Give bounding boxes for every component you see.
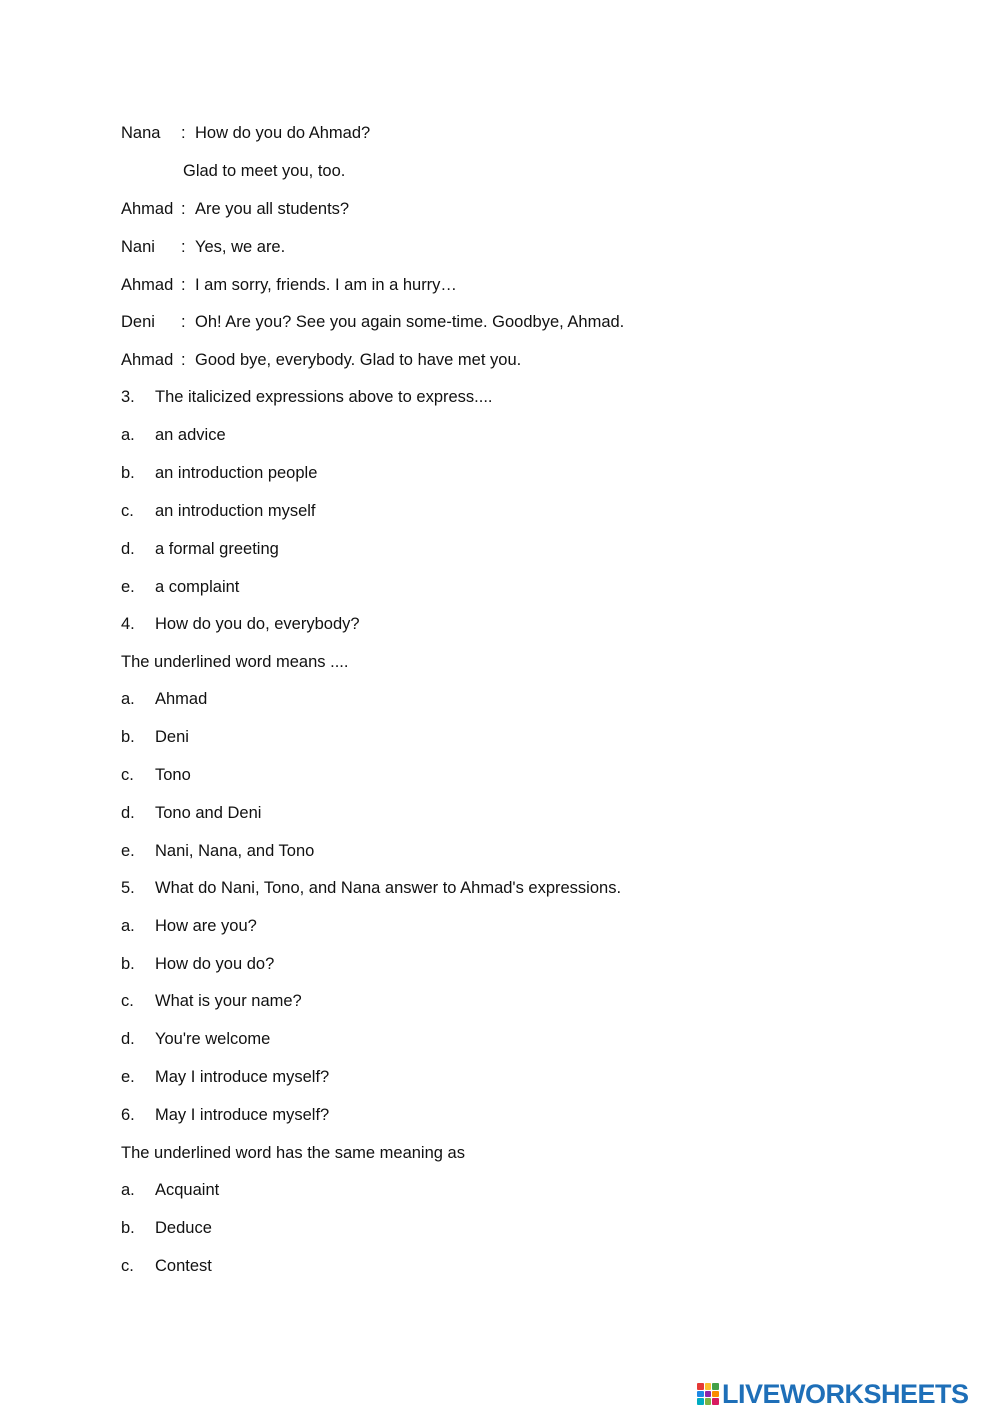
option-text: Contest: [155, 1257, 212, 1275]
logo-text: LIVEWORKSHEETS: [722, 1378, 969, 1409]
option-text: Tono and Deni: [155, 804, 262, 822]
option: [121, 1180, 219, 1200]
question-text: May I introduce myself?: [155, 1106, 330, 1124]
option-letter: a.: [121, 690, 135, 708]
option-letter: d.: [121, 1030, 135, 1048]
dialogue-continuation: Glad to meet you, too.: [183, 162, 346, 180]
dialogue-text: Are you all students?: [195, 200, 350, 218]
option-letter: c.: [121, 766, 134, 784]
option-text: an introduction myself: [155, 502, 316, 520]
option-text: a formal greeting: [155, 540, 279, 558]
option-text: What is your name?: [155, 992, 302, 1010]
dialogue-line: Ahmad : Are you all students?: [121, 200, 350, 218]
question-text: How do you do, everybody?: [155, 615, 360, 633]
option-text: Nani, Nana, and Tono: [155, 842, 315, 860]
option: [121, 841, 314, 861]
option-letter: a.: [121, 426, 135, 444]
dialogue-text: How do you do Ahmad?: [195, 124, 371, 142]
option-letter: c.: [121, 502, 134, 520]
option: [121, 803, 261, 823]
option: [121, 577, 239, 597]
speaker-name: Nani: [121, 238, 155, 256]
speaker-name: Nana: [121, 124, 161, 142]
option-text: May I introduce myself?: [155, 1068, 330, 1086]
option-text: Deni: [155, 728, 189, 746]
option-letter: e.: [121, 842, 135, 860]
option-text: a complaint: [155, 578, 240, 596]
option-letter: e.: [121, 1068, 135, 1086]
option-letter: a.: [121, 917, 135, 935]
option: [121, 1067, 329, 1087]
option: [121, 501, 316, 521]
question-number: 5.: [121, 879, 135, 897]
question-3: [121, 387, 493, 407]
option-text: How do you do?: [155, 955, 275, 973]
speaker-name: Ahmad: [121, 351, 174, 369]
option-letter: c.: [121, 1257, 134, 1275]
dialogue-text: I am sorry, friends. I am in a hurry…: [195, 276, 457, 294]
option-letter: b.: [121, 464, 135, 482]
option: [121, 689, 207, 709]
option-text: Ahmad: [155, 690, 208, 708]
option: [121, 425, 226, 445]
dialogue-line: Ahmad : Good bye, everybody. Glad to have met you.: [121, 351, 522, 369]
option: [121, 954, 274, 974]
option-letter: a.: [121, 1181, 135, 1199]
logo-grid-icon: [697, 1383, 719, 1405]
dialogue-text: Good bye, everybody. Glad to have met you.: [195, 351, 522, 369]
option-letter: e.: [121, 578, 135, 596]
dialogue-line: Deni : Oh! Are you? See you again some-time. Goodbye, Ahmad.: [121, 313, 625, 331]
option: [121, 1218, 212, 1238]
speaker-name: Ahmad: [121, 200, 174, 218]
question-number: 4.: [121, 615, 135, 633]
dialogue-line: Nana : How do you do Ahmad?: [121, 124, 371, 142]
question-6: [121, 1105, 329, 1125]
question-text: What do Nani, Tono, and Nana answer to Ahmad's expressions.: [155, 879, 622, 897]
dialogue-text: Oh! Are you? See you again some-time. Goodbye, Ahmad.: [195, 313, 625, 331]
speaker-name: Deni: [121, 313, 155, 331]
option-text: an introduction people: [155, 464, 318, 482]
option-letter: b.: [121, 1219, 135, 1237]
question-number: 6.: [121, 1106, 135, 1124]
option-text: Acquaint: [155, 1181, 220, 1199]
option-text: an advice: [155, 426, 226, 444]
option: [121, 916, 257, 936]
option-text: You're welcome: [155, 1030, 271, 1048]
option: [121, 463, 317, 483]
option-letter: b.: [121, 955, 135, 973]
dialogue-text: Yes, we are.: [195, 238, 286, 256]
option-letter: d.: [121, 540, 135, 558]
option: [121, 1029, 270, 1049]
option: [121, 991, 302, 1011]
option-text: Deduce: [155, 1219, 212, 1237]
dialogue-line: Nani : Yes, we are.: [121, 238, 286, 256]
question-prompt: The underlined word means ....: [121, 653, 349, 671]
question-prompt: The underlined word has the same meaning as: [121, 1144, 465, 1162]
option-letter: b.: [121, 728, 135, 746]
option-text: Tono: [155, 766, 191, 784]
option: [121, 1256, 212, 1276]
liveworksheets-logo: [697, 1378, 969, 1410]
option: [121, 765, 191, 785]
option-letter: d.: [121, 804, 135, 822]
speaker-name: Ahmad: [121, 276, 174, 294]
option-letter: c.: [121, 992, 134, 1010]
question-text: The italicized expressions above to express....: [155, 388, 493, 406]
question-number: 3.: [121, 388, 135, 406]
question-4: [121, 614, 360, 634]
option: [121, 539, 279, 559]
question-5: [121, 878, 621, 898]
dialogue-line: Ahmad : I am sorry, friends. I am in a hurry…: [121, 276, 457, 294]
option: [121, 727, 189, 747]
option-text: How are you?: [155, 917, 257, 935]
